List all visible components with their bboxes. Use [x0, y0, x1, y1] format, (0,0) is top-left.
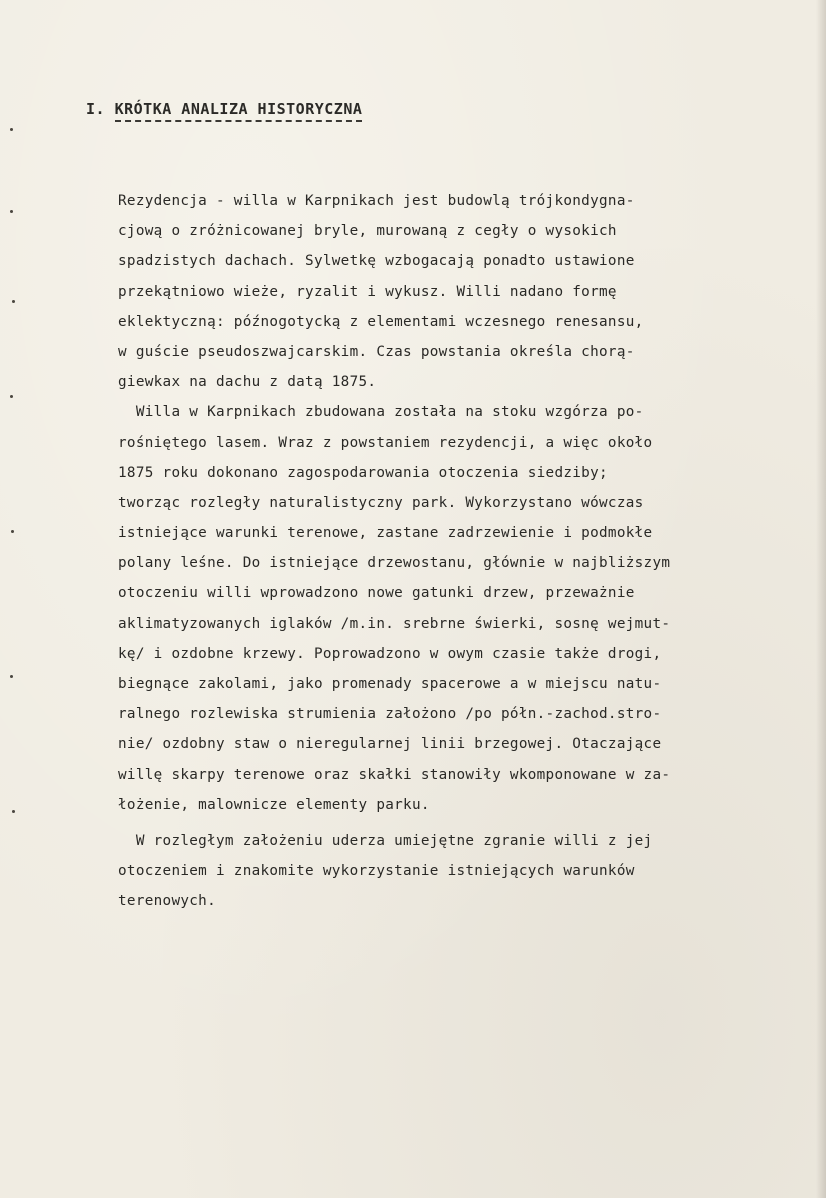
section-title: KRÓTKA ANALIZA HISTORYCZNA — [115, 100, 363, 122]
text-line: eklektyczną: późnogotycką z elementami wczesnego renesansu, — [118, 313, 644, 330]
text-line: rośniętego lasem. Wraz z powstaniem rezydencji, a więc około — [118, 434, 653, 451]
paragraph — [118, 186, 818, 397]
text-line: polany leśne. Do istniejące drzewostanu, głównie w najbliższym — [118, 555, 671, 572]
text-line: willę skarpy terenowe oraz skałki stanowiły wkomponowane w za- — [118, 766, 671, 783]
text-line: przekątniowo wieże, ryzalit i wykusz. Willi nadano formę — [118, 283, 617, 300]
text-line: biegnące zakolami, jako promenady spacerowe a w miejscu natu- — [118, 676, 662, 692]
text-line: otoczeniu willi wprowadzono nowe gatunki drzew, przeważnie — [118, 585, 635, 602]
text-line: nie/ ozdobny staw o nieregularnej linii brzegowej. Otaczające — [118, 736, 662, 753]
text-line: Willa w Karpnikach zbudowana została na stoku wzgórza po- — [118, 404, 644, 421]
text-line: W rozległym założeniu uderza umiejętne zgranie willi z jej — [118, 832, 653, 849]
binder-hole-mark — [10, 395, 13, 398]
binder-hole-mark — [12, 300, 15, 303]
section-number: I. — [86, 100, 106, 118]
paragraph — [118, 826, 818, 917]
text-line: tworząc rozległy naturalistyczny park. Wykorzystano wówczas — [118, 494, 644, 511]
text-line: ralnego rozlewiska strumienia założono /po półn.-zachod.stro- — [118, 706, 662, 723]
text-line: istniejące warunki terenowe, zastane zadrzewienie i podmokłe — [118, 525, 653, 542]
text-line: cjową o zróżnicowanej bryle, murowaną z cegły o wysokich — [118, 223, 617, 240]
text-line: kę/ i ozdobne krzewy. Poprowadzono w owym czasie także drogi, — [118, 645, 662, 662]
text-line: w guście pseudoszwajcarskim. Czas powstania określa chorą- — [118, 343, 635, 360]
binder-hole-mark — [10, 128, 13, 131]
binder-hole-mark — [12, 810, 15, 813]
text-line: Rezydencja - willa w Karpnikach jest budowlą trójkondygna- — [118, 193, 635, 209]
binder-hole-mark — [10, 675, 13, 678]
binder-hole-mark — [10, 210, 13, 213]
section-heading — [86, 100, 362, 122]
text-line: otoczeniem i znakomite wykorzystanie istniejących warunków — [118, 863, 635, 880]
binder-hole-mark — [11, 530, 14, 533]
text-line: 1875 roku dokonano zagospodarowania otoczenia siedziby; — [118, 464, 608, 481]
text-line: łożenie, malownicze elementy parku. — [118, 796, 430, 813]
text-line: aklimatyzowanych iglaków /m.in. srebrne świerki, sosnę wejmut- — [118, 615, 671, 632]
paragraph — [118, 397, 818, 820]
text-line: giewkax na dachu z datą 1875. — [118, 374, 377, 391]
text-line: spadzistych dachach. Sylwetkę wzbogacają ponadto ustawione — [118, 253, 635, 270]
body-text — [118, 186, 818, 917]
text-line: terenowych. — [118, 893, 216, 910]
